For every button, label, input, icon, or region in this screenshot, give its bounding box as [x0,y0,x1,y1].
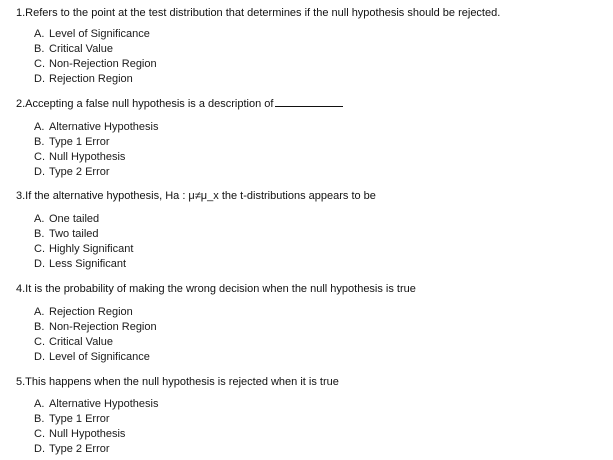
question-2-text: 2.Accepting a false null hypothesis is a description of [16,98,274,110]
question-3-text: 3.If the alternative hypothesis, Ha : μ≠μ_x the t-distributions appears to be [16,190,376,202]
option-letter: D. [34,258,45,270]
option-label: Level of Significance [49,351,150,363]
option-label: Type 2 Error [49,166,110,178]
option-label: Level of Significance [49,28,150,40]
answer-blank [275,97,343,107]
option-letter: A. [34,306,45,318]
option-label: Type 2 Error [49,443,110,455]
option-label: Less Significant [49,258,127,270]
option-letter: A. [34,28,45,40]
question-3-option-c [34,242,133,256]
question-2-text-line [16,97,343,111]
question-4-option-a [34,305,133,319]
question-4-option-b [34,320,157,334]
question-2-option-b [34,135,110,149]
question-4-text: 4.It is the probability of making the wrong decision when the null hypothesis is true [16,283,416,295]
option-letter: C. [34,336,45,348]
option-letter: C. [34,151,45,163]
option-letter: D. [34,351,45,363]
option-letter: D. [34,443,45,455]
option-label: Highly Significant [49,243,134,255]
option-letter: B. [34,321,45,333]
option-label: Rejection Region [49,73,133,85]
question-5-option-d [34,442,110,456]
option-letter: D. [34,73,45,85]
question-5-option-a [34,397,158,411]
option-label: One tailed [49,213,100,225]
option-letter: C. [34,428,45,440]
option-letter: B. [34,43,45,55]
question-2-option-a [34,120,158,134]
option-label: Null Hypothesis [49,151,126,163]
option-letter: C. [34,58,45,70]
option-label: Alternative Hypothesis [49,121,159,133]
question-5-option-c [34,427,125,441]
question-4-option-d [34,350,150,364]
option-label: Critical Value [49,336,113,348]
option-letter: A. [34,121,45,133]
question-5-text: 5.This happens when the null hypothesis is rejected when it is true [16,376,339,388]
option-letter: B. [34,228,45,240]
question-2-option-c [34,150,125,164]
option-label: Type 1 Error [49,413,110,425]
question-5-option-b [34,412,110,426]
option-label: Non-Rejection Region [49,321,157,333]
question-1-text: 1.Refers to the point at the test distribution that determines if the null hypothesis should be rejected. [16,7,501,19]
option-label: Rejection Region [49,306,133,318]
question-2-option-d [34,165,110,179]
option-label: Non-Rejection Region [49,58,157,70]
question-1-option-d [34,72,133,86]
option-letter: A. [34,213,45,225]
option-label: Critical Value [49,43,113,55]
option-label: Alternative Hypothesis [49,398,159,410]
question-3-option-d [34,257,126,271]
option-letter: A. [34,398,45,410]
option-letter: C. [34,243,45,255]
question-1-option-c [34,57,157,71]
option-label: Type 1 Error [49,136,110,148]
option-letter: D. [34,166,45,178]
question-1-option-b [34,42,113,56]
question-4-option-c [34,335,113,349]
question-3-option-b [34,227,99,241]
question-3-option-a [34,212,99,226]
option-letter: B. [34,413,45,425]
option-letter: B. [34,136,45,148]
question-1-option-a [34,27,150,41]
option-label: Two tailed [49,228,99,240]
option-label: Null Hypothesis [49,428,126,440]
